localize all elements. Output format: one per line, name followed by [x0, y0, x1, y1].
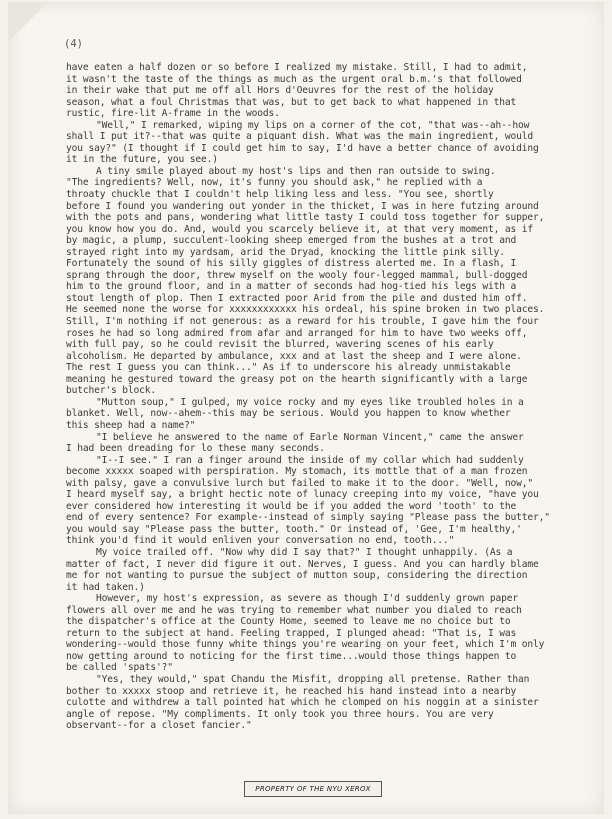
text-line: flowers all over me and he was trying to remember what number you dialed to reach [66, 604, 522, 616]
text-line: it had taken.) [66, 581, 145, 593]
text-line: Fortunately the sound of his silly giggles of distress alerted me. In a flash, I [66, 258, 517, 270]
text-line: "Well," I remarked, wiping my lips on a corner of the cot, "that was--ah--how [96, 119, 530, 131]
text-line: you say?" (I thought if I could get him to say, I'd have a better chance of avoiding [66, 142, 539, 154]
text-line: this sheep had a name?" [66, 419, 196, 431]
text-line: The rest I guess you can think..." As if to underscore his already unmistakable [66, 362, 511, 374]
text-line: you would say "Please pass the butter, tooth." Or instead of, 'Gee, I'm healthy,' [66, 523, 522, 535]
text-line: "Yes, they would," spat Chandu the Misfit, dropping all pretense. Rather than [96, 673, 530, 685]
text-line: be called 'spats'?" [66, 662, 173, 674]
text-line: "I--I see." I ran a finger around the inside of my collar which had suddenly [96, 454, 524, 466]
folded-corner [8, 2, 48, 42]
text-line: bother to xxxxx stoop and retrieve it, he reached his hand instead into a nearby [66, 685, 517, 697]
text-line: return to the subject at hand. Feeling trapped, I plunged ahead: "That is, I was [66, 627, 517, 639]
text-line: have eaten a half dozen or so before I realized my mistake. Still, I had to admit, [66, 62, 528, 73]
text-line: me for not wanting to pursue the subject of mutton soup, considering the direction [66, 570, 528, 582]
text-line: with palsy, gave a convulsive lurch but failed to make it to the door. "Well, now," [66, 477, 533, 489]
document-page [8, 2, 604, 814]
text-line: him to the ground floor, and in a matter of seconds had hog-tied his legs with a [66, 281, 517, 293]
text-line: I heard myself say, a bright hectic note of lunacy creeping into my voice, "have you [66, 489, 539, 501]
text-line: alcoholism. He departed by ambulance, xxx and at last the sheep and I were alone. [66, 350, 522, 362]
text-line: However, my host's expression, as severe as though I'd suddenly grown paper [96, 593, 518, 605]
text-line: I had been dreading for lo these many seconds. [66, 443, 325, 455]
text-line: matter of fact, I never did figure it out. Nerves, I guess. And you can hardly blame [66, 558, 539, 570]
text-line: stout length of plop. Then I extracted poor Arid from the pile and dusted him off. [66, 292, 528, 304]
text-line: in their wake that put me off all Hors d'Oeuvres for the rest of the holiday [66, 85, 494, 97]
text-line: Still, I'm nothing if not generous: as a reward for his trouble, I gave him the four [66, 316, 539, 328]
text-line: throaty chuckle that I couldn't help liking less and less. "You see, shortly [66, 189, 494, 201]
text-line: angle of repose. "My compliments. It only took you three hours. You are very [66, 708, 494, 720]
text-line: A tiny smile played about my host's lips and then ran outside to swing. [96, 165, 496, 177]
text-line: you know how you do. And, would you scarcely believe it, at that very moment, as if [66, 223, 533, 235]
text-line: now getting around to noticing for the first time...would those things happen to [66, 650, 517, 662]
text-line: My voice trailed off. "Now why did I say that?" I thought unhappily. (As a [96, 546, 513, 558]
text-line: end of every sentence? For example--instead of simply saying "Please pass the butter," [66, 512, 550, 524]
text-line: with full pay, so he could revisit the blurred, wavering scenes of his early [66, 339, 494, 351]
body-text [66, 62, 611, 732]
text-line: strayed right into my yardsam, arid the Dryad, knocking the little pink silly. [66, 246, 505, 258]
text-line: think you'd find it would enliven your conversation no end, tooth..." [66, 535, 455, 547]
text-line: by magic, a plump, succulent-looking sheep emerged from the bushes at a trot and [66, 235, 517, 247]
text-line: with the pots and pans, wondering what little tasty I could toss together for supper, [66, 212, 545, 224]
text-line: rustic, fire-lit A-frame in the woods. [66, 108, 280, 120]
text-line: sprang through the door, threw myself on the wooly four-legged mammal, bull-dogged [66, 269, 528, 281]
text-line: shall I put it?--that was quite a piquant dish. What was the main ingredient, would [66, 131, 533, 143]
text-line: "The ingredients? Well, now, it's funny you should ask," he replied with a [66, 177, 483, 189]
text-line: it wasn't the taste of the things as much as the urgent oral b.m.'s that followed [66, 73, 522, 85]
text-line: before I found you wandering out yonder in the thicket, I was in here futzing around [66, 200, 539, 212]
text-line: blanket. Well, now--ahem--this may be serious. Would you happen to know whether [66, 408, 511, 420]
text-line: roses he had so long admired from afar and arranged for him to have two weeks off, [66, 327, 528, 339]
text-line: it in the future, you see.) [66, 154, 218, 166]
text-line: the dispatcher's office at the County Home, seemed to leave me no choice but to [66, 616, 511, 628]
text-line: culotte and withdrew a tall pointed hat which he clomped on his noggin at a sinister [66, 697, 539, 709]
text-line: "I believe he answered to the name of Earle Norman Vincent," came the answer [96, 431, 524, 443]
text-line: season, what a foul Christmas that was, but to get back to what happened in that [66, 96, 517, 108]
text-line: wondering--would those funny white things you're wearing on your feet, which I'm only [66, 639, 545, 651]
text-line: butcher's block. [66, 385, 157, 397]
text-line: meaning he gestured toward the greasy pot on the hearth significantly with a large [66, 373, 528, 385]
text-line: ever considered how interesting it would be if you added the word 'tooth' to the [66, 500, 517, 512]
text-line: become xxxxx soaped with perspiration. My stomach, its mottle that of a man frozen [66, 466, 528, 478]
text-line: observant--for a closet fancier." [66, 720, 252, 732]
library-stamp: PROPERTY OF THE NYU XEROX [244, 781, 382, 797]
text-line: He seemed none the worse for xxxxxxxxxxxx his ordeal, his spine broken in two places. [66, 304, 545, 316]
text-line: "Mutton soup," I gulped, my voice rocky and my eyes like troubled holes in a [96, 396, 524, 408]
page-number: (4) [64, 38, 83, 50]
